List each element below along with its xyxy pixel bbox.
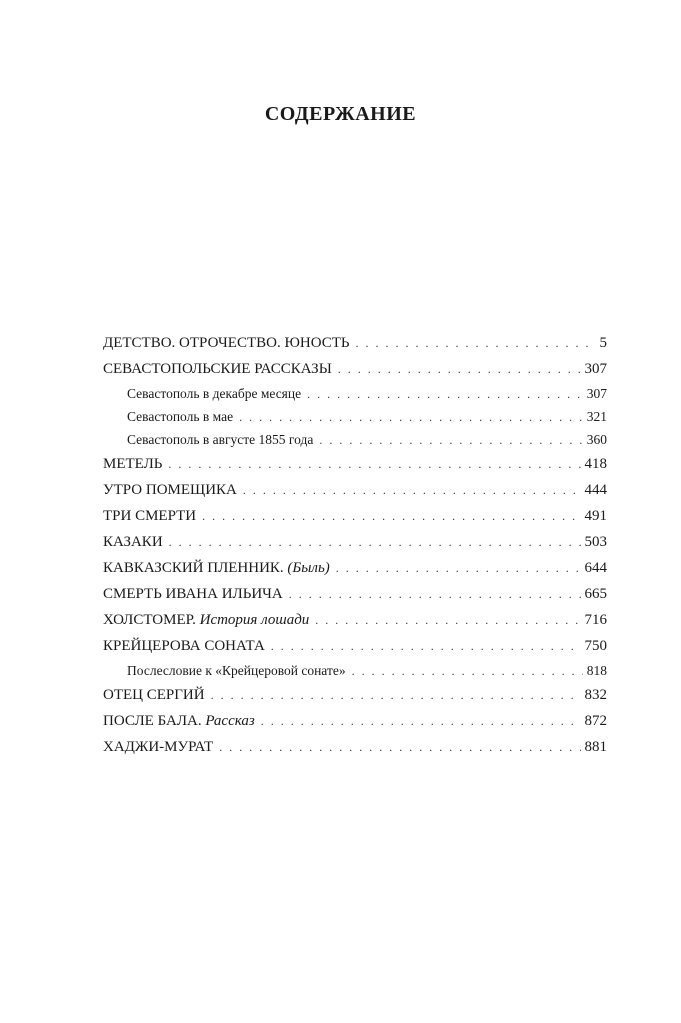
toc-page-number: 307 bbox=[584, 361, 607, 377]
toc-entry-title bbox=[127, 659, 346, 682]
dot-leader bbox=[289, 581, 581, 607]
toc-entry-subtitle: (Быль) bbox=[287, 560, 330, 576]
toc-entry-subtitle: История лошади bbox=[199, 612, 310, 628]
toc-entry-title bbox=[103, 451, 162, 477]
toc-page-number: 872 bbox=[584, 713, 607, 729]
dot-leader bbox=[356, 330, 596, 356]
toc-entry-title-text: МЕТЕЛЬ bbox=[103, 456, 163, 472]
toc-entry bbox=[103, 477, 607, 503]
toc-entry-title-text: ПОСЛЕ БАЛА. bbox=[103, 713, 202, 729]
toc-entry-title-text: СЕВАСТОПОЛЬСКИЕ РАССКАЗЫ bbox=[103, 361, 332, 377]
toc-page-number: 321 bbox=[586, 409, 607, 424]
toc-subentry bbox=[103, 428, 607, 451]
toc-entry-title-text: ХАДЖИ-МУРАТ bbox=[103, 739, 214, 755]
toc-entry-title-text: Севастополь в мае bbox=[127, 409, 234, 424]
dot-leader bbox=[211, 682, 581, 708]
toc-subentry bbox=[103, 405, 607, 428]
toc-page-number: 665 bbox=[584, 586, 607, 602]
dot-leader bbox=[261, 708, 581, 734]
toc-entry-title bbox=[103, 682, 205, 708]
toc-entry-title-text: ДЕТСТВО. ОТРОЧЕСТВО. ЮНОСТЬ bbox=[103, 335, 350, 351]
toc-entry-subtitle: Рассказ bbox=[205, 713, 255, 729]
toc-entry bbox=[103, 607, 607, 633]
toc-entry-title bbox=[103, 581, 283, 607]
toc-page-number: 307 bbox=[586, 386, 607, 401]
page-title: СОДЕРЖАНИЕ bbox=[264, 103, 417, 125]
dot-leader bbox=[315, 607, 580, 633]
toc-entry-title-text: ТРИ СМЕРТИ bbox=[103, 508, 197, 524]
toc-entry-title bbox=[103, 356, 332, 382]
toc-entry-title-text: Севастополь в декабре месяце bbox=[127, 386, 302, 401]
toc-entry-title bbox=[103, 555, 330, 581]
toc-entry-title bbox=[103, 529, 163, 555]
toc-entry-title-text: УТРО ПОМЕЩИКА bbox=[103, 482, 237, 498]
toc-page-number: 750 bbox=[584, 638, 607, 654]
dot-leader bbox=[168, 451, 580, 477]
toc-entry bbox=[103, 356, 607, 382]
dot-leader bbox=[338, 356, 581, 382]
toc-entry-title-text: ОТЕЦ СЕРГИЙ bbox=[103, 687, 205, 703]
toc-page-number: 503 bbox=[584, 534, 607, 550]
toc-entry-title bbox=[127, 428, 313, 451]
toc-entry-title-text: КАЗАКИ bbox=[103, 534, 163, 550]
toc-subentry bbox=[103, 659, 607, 682]
toc-page-number: 360 bbox=[586, 432, 607, 447]
toc-entry bbox=[103, 555, 607, 581]
toc-entry-title bbox=[103, 734, 213, 760]
toc-page-number: 491 bbox=[584, 508, 607, 524]
toc-entry-title bbox=[103, 503, 196, 529]
dot-leader bbox=[169, 529, 581, 555]
toc-entry-title bbox=[103, 633, 265, 659]
toc-entry bbox=[103, 682, 607, 708]
toc-entry-title-text: ХОЛСТОМЕР. bbox=[103, 612, 196, 628]
dot-leader bbox=[202, 503, 580, 529]
dot-leader bbox=[271, 633, 581, 659]
dot-leader bbox=[336, 555, 581, 581]
toc-entry-title-text: СМЕРТЬ ИВАНА ИЛЬИЧА bbox=[103, 586, 283, 602]
toc-entry bbox=[103, 708, 607, 734]
toc-entry-title-text: Севастополь в августе 1855 года bbox=[127, 432, 314, 447]
dot-leader bbox=[352, 660, 583, 683]
table-of-contents bbox=[103, 330, 607, 760]
toc-entry bbox=[103, 330, 607, 356]
toc-page-number: 818 bbox=[586, 663, 607, 678]
toc-entry bbox=[103, 734, 607, 760]
toc-entry-title bbox=[103, 330, 350, 356]
toc-entry-title bbox=[103, 477, 237, 503]
toc-page-number: 644 bbox=[584, 560, 607, 576]
toc-entry bbox=[103, 529, 607, 555]
toc-entry bbox=[103, 451, 607, 477]
toc-subentry bbox=[103, 382, 607, 405]
toc-page-number: 716 bbox=[584, 612, 607, 628]
dot-leader bbox=[219, 734, 580, 760]
toc-entry bbox=[103, 503, 607, 529]
toc-page-number: 418 bbox=[584, 456, 607, 472]
dot-leader bbox=[307, 383, 583, 406]
toc-entry-title-text: КРЕЙЦЕРОВА СОНАТА bbox=[103, 638, 265, 654]
dot-leader bbox=[239, 406, 583, 429]
toc-page-number: 832 bbox=[584, 687, 607, 703]
toc-page-number: 881 bbox=[584, 739, 607, 755]
toc-entry bbox=[103, 581, 607, 607]
toc-entry-title bbox=[127, 405, 233, 428]
toc-entry-title-text: КАВКАЗСКИЙ ПЛЕННИК. bbox=[103, 560, 284, 576]
toc-entry bbox=[103, 633, 607, 659]
toc-entry-title bbox=[103, 607, 309, 633]
toc-entry-title bbox=[127, 382, 301, 405]
toc-entry-title-text: Послесловие к «Крейцеровой сонате» bbox=[127, 663, 346, 678]
toc-page-number: 444 bbox=[584, 482, 607, 498]
dot-leader bbox=[243, 477, 581, 503]
dot-leader bbox=[319, 429, 582, 452]
toc-page-number: 5 bbox=[599, 335, 607, 351]
toc-entry-title bbox=[103, 708, 255, 734]
